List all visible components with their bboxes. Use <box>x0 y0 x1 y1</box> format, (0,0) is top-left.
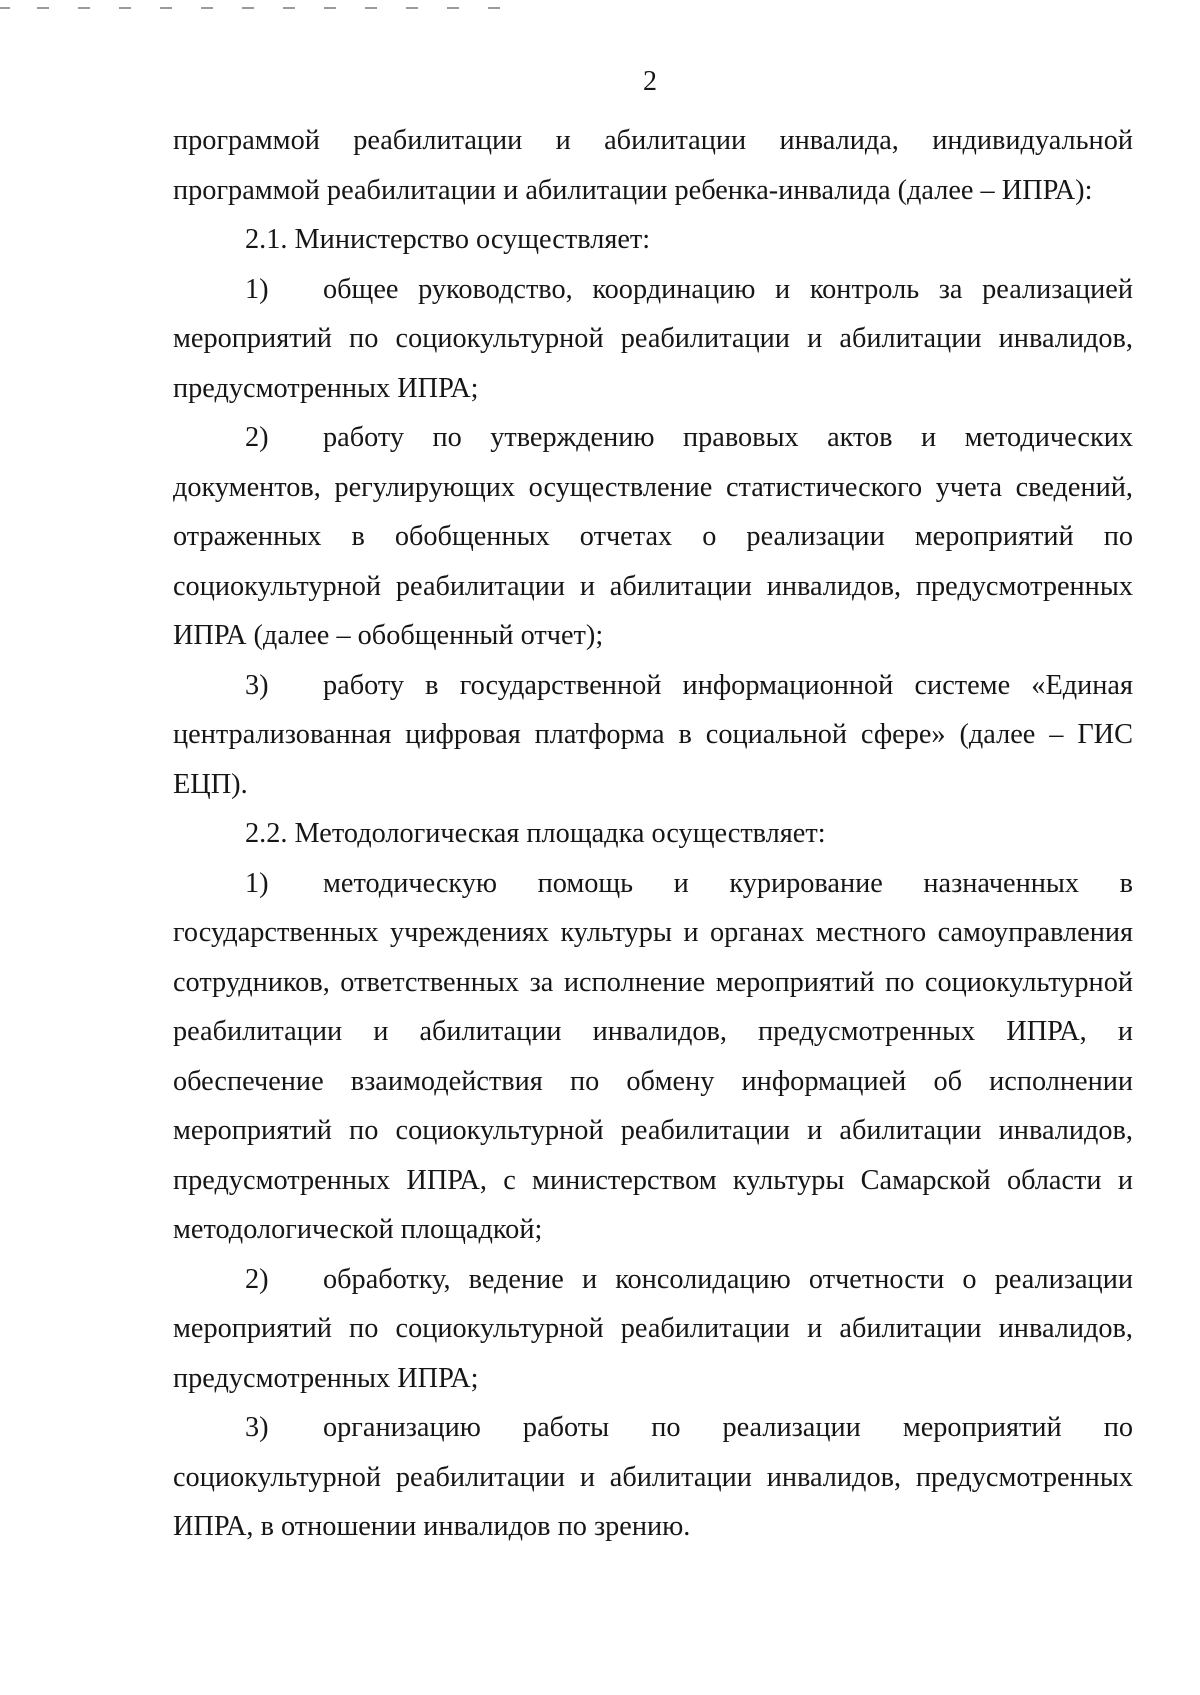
list-item <box>173 1403 1133 1552</box>
paragraph-intro-continuation <box>173 116 1133 215</box>
list-item-text: работу по утверждению правовых актов и методических документов, регулирующих осуществление статистического учета сведений, отраженных в обобщенных отчетах о реализации мероприятий по социокультурной реабилитации и абилитации инвалидов, предусмотренных ИПРА (далее – обобщенный отчет); <box>173 422 1133 651</box>
list-item <box>173 1255 1133 1404</box>
section-heading-2-2 <box>173 809 1133 859</box>
section-heading-text: 2.2. Методологическая площадка осуществляет: <box>245 818 826 849</box>
list-item-number: 1) <box>245 867 269 899</box>
scan-edge-artifact <box>0 0 540 14</box>
list-item-text: организацию работы по реализации мероприятий по социокультурной реабилитации и абилитации инвалидов, предусмотренных ИПРА, в отношении инвалидов по зрению. <box>173 1412 1133 1542</box>
list-item-text: методическую помощь и курирование назначенных в государственных учреждениях культуры и органах местного самоуправления сотрудников, ответственных за исполнение мероприятий по социокультурной реабилитации и абилитации инвалидов, предусмотренных ИПРА, и обеспечение взаимодействия по обмену информацией об исполнении мероприятий по социокультурной реабилитации и абилитации инвалидов, предусмотренных ИПРА, с министерством культуры Самарской области и методологической площадкой; <box>173 867 1133 1245</box>
list-item-number: 1) <box>245 273 269 305</box>
list-item-text: обработку, ведение и консолидацию отчетности о реализации мероприятий по социокультурной реабилитации и абилитации инвалидов, предусмотренных ИПРА; <box>173 1263 1133 1394</box>
list-item-number: 2) <box>245 1263 269 1295</box>
list-item <box>173 413 1133 661</box>
paragraph-text: программой реабилитации и абилитации инвалида, индивидуальной программой реабилитации и абилитации ребенка-инвалида (далее – ИПРА): <box>173 125 1133 206</box>
list-item-number: 3) <box>245 669 269 701</box>
document-body <box>173 116 1133 1552</box>
list-item <box>173 265 1133 414</box>
list-item-text: работу в государственной информационной системе «Единая централизованная цифровая платформа в социальной сфере» (далее – ГИС ЕЦП). <box>173 669 1133 800</box>
section-heading-2-1 <box>173 215 1133 265</box>
section-heading-text: 2.1. Министерство осуществляет: <box>245 224 651 255</box>
list-item <box>173 661 1133 810</box>
page-number: 2 <box>643 66 657 97</box>
list-item <box>173 859 1133 1255</box>
list-item-number: 2) <box>245 422 269 453</box>
list-item-number: 3) <box>245 1412 269 1443</box>
list-item-text: общее руководство, координацию и контроль за реализацией мероприятий по социокультурной реабилитации и абилитации инвалидов, предусмотренных ИПРА; <box>173 273 1133 404</box>
